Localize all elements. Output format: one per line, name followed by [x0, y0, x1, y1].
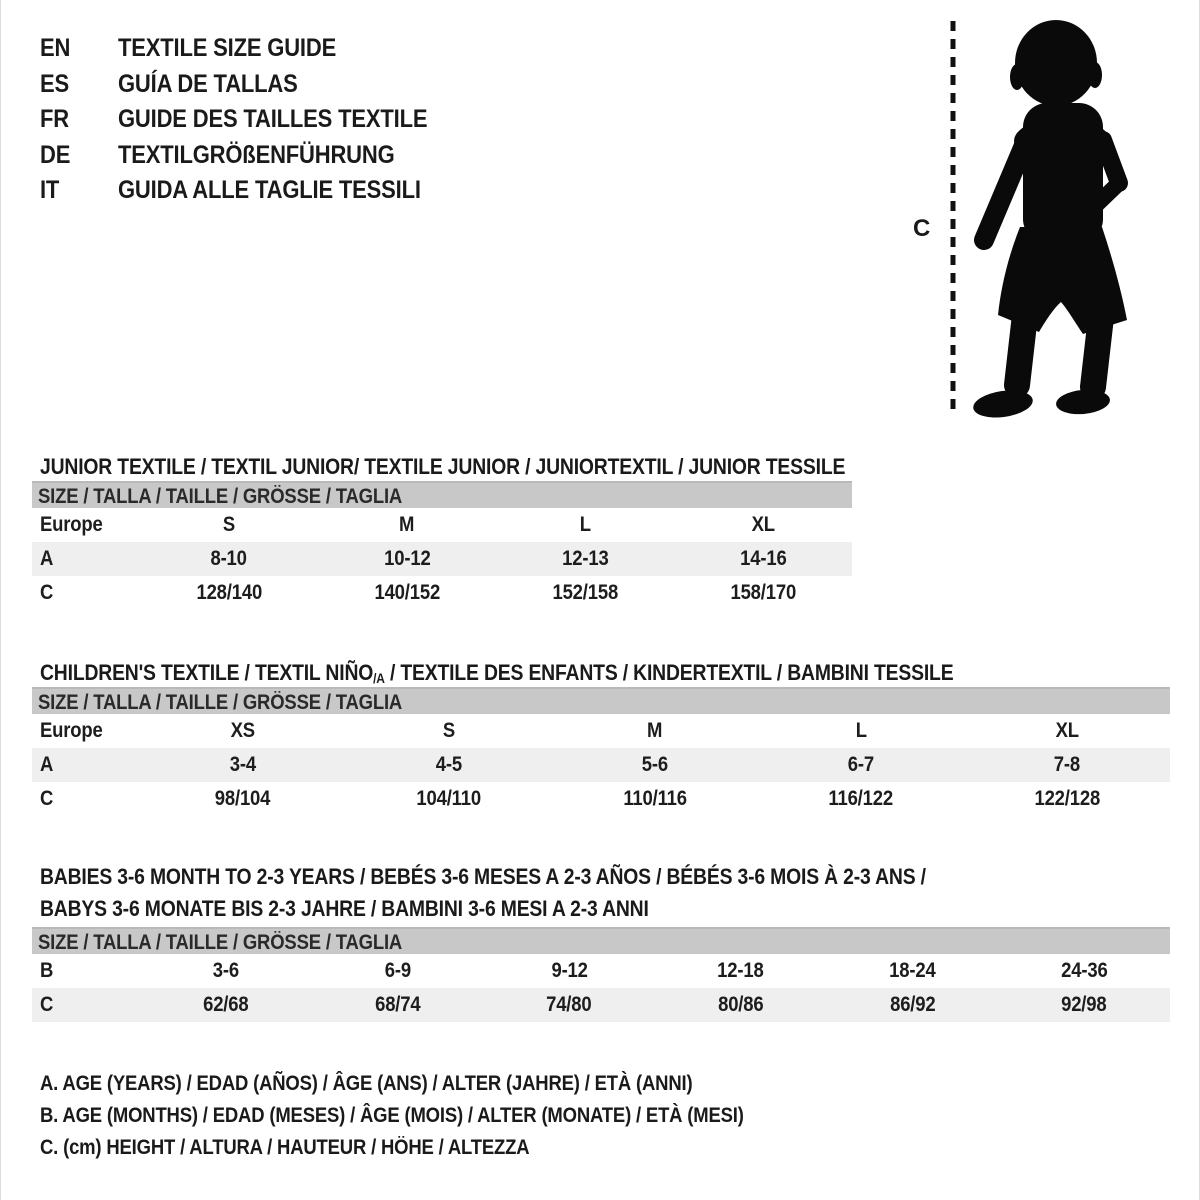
language-row [40, 102, 470, 138]
junior-section-title: JUNIOR TEXTILE / TEXTIL JUNIOR/ TEXTILE JUNIOR / JUNIORTEXTIL / JUNIOR TESSILE [40, 454, 846, 480]
children-section-title: CHILDREN'S TEXTILE / TEXTIL $NIÑO_{/A}$ / TEXTILE DES ENFANTS / KINDERTEXTIL / BAMBINI TESSILE [40, 660, 954, 687]
row-label: C [32, 988, 140, 1022]
row-label: Europe [40, 513, 103, 536]
table-row: C 98/104 104/110 110/116 116/122 122/128 [32, 782, 1170, 816]
row-label: C [40, 787, 54, 810]
children-size-table [32, 687, 1170, 816]
language-code: DE [40, 140, 71, 169]
babies-size-table [32, 927, 1170, 1022]
language-title-list [40, 31, 470, 209]
language-row [40, 138, 470, 174]
baby-figure [905, 15, 1145, 427]
height-measure-label: C [913, 215, 931, 242]
row-label: A [32, 748, 140, 782]
nino-a-subscript: /A [373, 671, 385, 687]
guide-title: GUIDA ALLE TAGLIE TESSILI [118, 176, 421, 205]
baby-silhouette-graphic [905, 15, 1140, 425]
table-row: A 3-4 4-5 5-6 6-7 7-8 [32, 748, 1170, 782]
table-row: C 128/140 140/152 152/158 158/170 [32, 576, 852, 610]
guide-title: GUÍA DE TALLAS [118, 69, 298, 98]
legend-line-c: C. (cm) HEIGHT / ALTURA / HAUTEUR / HÖHE / ALTEZZA [40, 1136, 530, 1159]
table-row: C 62/68 68/74 74/80 80/86 86/92 92/98 [32, 988, 1170, 1022]
size-header-bar: SIZE / TALLA / TAILLE / GRÖSSE / TAGLIA [32, 927, 1170, 954]
row-label: Europe [40, 719, 103, 742]
row-label: B [40, 959, 54, 982]
baby-silhouette [971, 20, 1127, 421]
table-row: B 3-6 6-9 9-12 12-18 18-24 24-36 [32, 954, 1170, 988]
language-row [40, 173, 470, 209]
language-row [40, 67, 470, 103]
size-header-bar: SIZE / TALLA / TAILLE / GRÖSSE / TAGLIA [32, 687, 1170, 714]
legend-line-b: B. AGE (MONTHS) / EDAD (MESES) / ÂGE (MOIS) / ALTER (MONATE) / ETÀ (MESI) [40, 1104, 744, 1127]
guide-title: TEXTILGRÖßENFÜHRUNG [118, 140, 395, 169]
guide-title: GUIDE DES TAILLES TEXTILE [118, 105, 428, 134]
measure-legend [40, 1068, 840, 1164]
babies-section-title: BABIES 3-6 MONTH TO 2-3 YEARS / BEBÉS 3-6 MESES A 2-3 AÑOS / BÉBÉS 3-6 MOIS À 2-3 ANS / BABYS 3-6 MONATE BIS 2-3 JAHRE / BAMBINI 3-6 MESI A 2-3 ANNI [40, 864, 926, 922]
language-code: EN [40, 34, 71, 63]
junior-size-table [32, 481, 852, 610]
language-code: IT [40, 176, 60, 205]
table-row: Europe S M L XL [32, 508, 852, 542]
language-code: ES [40, 69, 69, 98]
language-code: FR [40, 105, 69, 134]
row-label: A [32, 542, 140, 576]
table-row: A 8-10 10-12 12-13 14-16 [32, 542, 852, 576]
legend-line-a: A. AGE (YEARS) / EDAD (AÑOS) / ÂGE (ANS) / ALTER (JAHRE) / ETÀ (ANNI) [40, 1072, 693, 1095]
guide-title: TEXTILE SIZE GUIDE [118, 34, 337, 63]
row-label: C [40, 581, 54, 604]
table-row: Europe XS S M L XL [32, 714, 1170, 748]
language-row [40, 31, 470, 67]
size-header-bar: SIZE / TALLA / TAILLE / GRÖSSE / TAGLIA [32, 481, 852, 508]
